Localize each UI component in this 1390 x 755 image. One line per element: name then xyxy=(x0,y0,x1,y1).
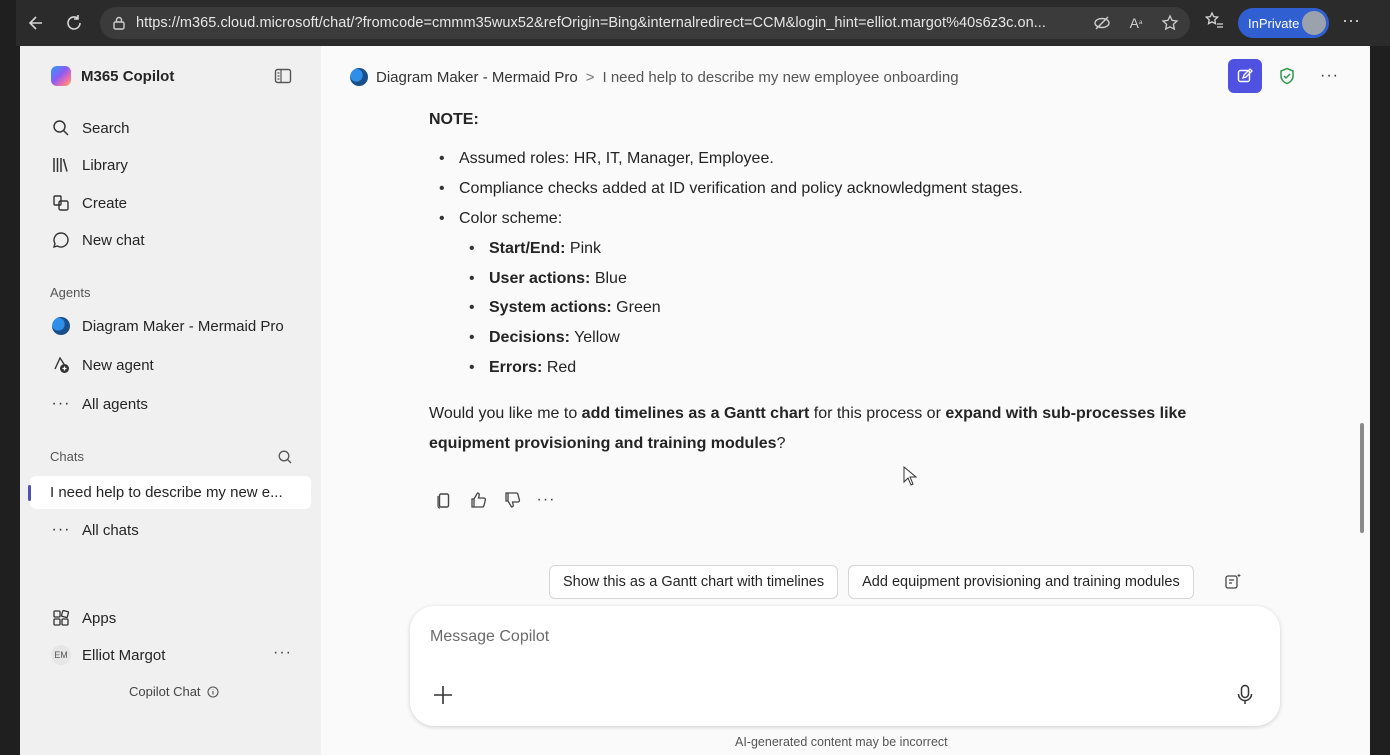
diagram-agent-icon xyxy=(350,68,368,86)
copilot-logo-icon xyxy=(51,66,71,86)
copy-icon[interactable] xyxy=(434,490,454,510)
microphone-icon[interactable] xyxy=(1236,684,1254,706)
breadcrumb-chat-title: I need help to describe my new employee onboarding xyxy=(602,68,959,86)
refresh-icon[interactable] xyxy=(56,5,92,41)
color-value: Green xyxy=(616,299,661,317)
sidebar xyxy=(20,46,321,755)
library-icon xyxy=(51,155,71,175)
color-value: Red xyxy=(546,358,577,376)
sidebar-item-label: New agent xyxy=(82,356,154,374)
shield-icon[interactable] xyxy=(1278,67,1296,85)
browser-toolbar xyxy=(16,0,1390,46)
active-indicator xyxy=(28,485,31,501)
chat-main xyxy=(321,46,1370,755)
list-item xyxy=(439,149,1023,179)
user-profile[interactable] xyxy=(51,645,165,665)
new-chat-button[interactable] xyxy=(1228,59,1262,93)
collapse-sidebar-icon[interactable] xyxy=(274,67,292,85)
para-bold: add timelines as a Gantt chart xyxy=(581,405,810,422)
chat-header xyxy=(321,46,1370,104)
thumbs-down-icon[interactable] xyxy=(502,490,522,510)
composer xyxy=(410,606,1280,726)
search-chats-icon[interactable] xyxy=(277,449,293,465)
inprivate-badge[interactable] xyxy=(1238,8,1329,38)
address-bar[interactable] xyxy=(100,7,1190,39)
sidebar-item-all-agents[interactable] xyxy=(51,394,148,414)
sidebar-item-apps[interactable] xyxy=(51,608,116,628)
new-agent-icon xyxy=(51,355,71,375)
sidebar-item-label: New chat xyxy=(82,231,145,249)
suggestion-chip[interactable]: Add equipment provisioning and training modules xyxy=(848,565,1194,599)
color-key: Decisions: xyxy=(489,329,570,347)
list-item xyxy=(439,209,1023,387)
sidebar-item-new-agent[interactable] xyxy=(51,355,154,375)
breadcrumb-separator: > xyxy=(585,68,595,86)
user-name: Elliot Margot xyxy=(82,646,166,664)
list-item xyxy=(469,358,1033,388)
header-more-icon[interactable]: ··· xyxy=(1320,67,1339,84)
agents-section-label: Agents xyxy=(50,285,91,300)
footer-text: Copilot Chat xyxy=(129,684,201,699)
more-actions-icon[interactable]: ··· xyxy=(536,491,556,508)
back-icon[interactable] xyxy=(18,5,54,41)
para-text: Would you like me to xyxy=(429,405,582,422)
read-aloud-icon[interactable]: A ᵃ xyxy=(1129,15,1143,31)
chats-section-label: Chats xyxy=(50,449,84,464)
message-input[interactable] xyxy=(430,626,1230,648)
sidebar-item-label: Create xyxy=(82,194,128,212)
list-item xyxy=(469,269,1033,299)
breadcrumb-agent[interactable]: Diagram Maker - Mermaid Pro xyxy=(376,68,578,86)
chat-item-label: I need help to describe my new e... xyxy=(50,484,283,501)
sidebar-item-library[interactable] xyxy=(51,155,128,175)
scrollbar-thumb[interactable] xyxy=(1360,423,1364,533)
thumbs-up-icon[interactable] xyxy=(468,490,488,510)
favorites-icon[interactable] xyxy=(1204,10,1224,30)
inprivate-label: InPrivate xyxy=(1248,15,1300,31)
chat-item-active[interactable] xyxy=(30,476,311,509)
para-bold: expand with sub-processes like equipment provisioning and training modules xyxy=(429,405,1187,452)
more-icon: ··· xyxy=(51,395,71,412)
user-more-icon[interactable]: ··· xyxy=(273,644,292,661)
mouse-cursor-icon xyxy=(903,466,917,486)
diagram-agent-icon xyxy=(51,316,71,336)
list-item-text: Color scheme: xyxy=(459,210,563,227)
note-list xyxy=(439,149,1023,387)
color-key: System actions: xyxy=(489,299,612,317)
plus-icon[interactable] xyxy=(432,684,454,706)
sidebar-item-new-chat[interactable] xyxy=(51,230,145,250)
color-key: Start/End: xyxy=(489,240,566,257)
sidebar-item-label: Search xyxy=(82,119,130,137)
para-text: ? xyxy=(776,435,786,452)
browser-more-icon[interactable]: ··· xyxy=(1342,10,1360,30)
info-icon[interactable] xyxy=(207,686,219,698)
sidebar-item-diagram-maker[interactable] xyxy=(51,316,284,336)
sidebar-item-label: Apps xyxy=(82,609,117,627)
sidebar-item-create[interactable] xyxy=(51,193,127,213)
list-item-text: Assumed roles: HR, IT, Manager, Employee. xyxy=(459,150,774,167)
avatar: EM xyxy=(51,645,71,665)
copilot-chat-footer xyxy=(129,684,219,699)
para-text: for this process or xyxy=(809,405,946,422)
color-key: User actions: xyxy=(489,269,591,287)
suggestion-chips xyxy=(549,565,1194,599)
sidebar-item-search[interactable] xyxy=(51,118,130,138)
lock-icon xyxy=(112,16,126,30)
list-item xyxy=(439,179,1023,209)
more-icon: ··· xyxy=(51,521,71,538)
color-value: Yellow xyxy=(574,329,620,347)
note-heading: NOTE: xyxy=(429,111,479,128)
apps-icon xyxy=(51,608,71,628)
message-actions xyxy=(434,490,556,510)
list-item xyxy=(469,328,1033,358)
copilot-app xyxy=(20,46,1370,755)
color-value: Pink xyxy=(569,240,602,257)
color-value: Blue xyxy=(594,269,627,287)
list-item xyxy=(469,298,1033,328)
scrollbar[interactable] xyxy=(1358,108,1366,548)
chat-icon xyxy=(51,230,71,250)
url-text: https://m365.cloud.microsoft/chat/?fromcode=cmmm35wux52&refOrigin=Bing&internalredirect=CCM&login_hint=elliot.margot%40s6z3c.on... xyxy=(136,15,1046,31)
brand xyxy=(51,66,174,86)
follow-up-question xyxy=(429,399,1249,459)
create-icon xyxy=(51,193,71,213)
list-item-text: Compliance checks added at ID verification and policy acknowledgment stages. xyxy=(459,180,1023,197)
sidebar-item-all-chats[interactable] xyxy=(51,520,139,540)
sidebar-item-label: Diagram Maker - Mermaid Pro xyxy=(82,317,284,335)
sidebar-item-label: All chats xyxy=(82,521,139,539)
list-item xyxy=(469,239,1033,269)
color-key: Errors: xyxy=(489,358,543,376)
search-icon xyxy=(51,118,71,138)
tracking-off-icon[interactable] xyxy=(1090,11,1114,35)
prompt-suggestions-icon[interactable] xyxy=(1223,572,1243,592)
brand-title: M365 Copilot xyxy=(81,67,175,85)
disclaimer: AI-generated content may be incorrect xyxy=(735,735,948,749)
sidebar-item-label: All agents xyxy=(82,395,148,413)
sidebar-item-label: Library xyxy=(82,156,128,174)
star-icon[interactable] xyxy=(1158,11,1182,35)
profile-avatar xyxy=(1302,11,1326,35)
color-scheme-list xyxy=(469,239,1033,387)
breadcrumb xyxy=(350,68,959,86)
suggestion-chip[interactable]: Show this as a Gantt chart with timelines xyxy=(549,565,838,599)
